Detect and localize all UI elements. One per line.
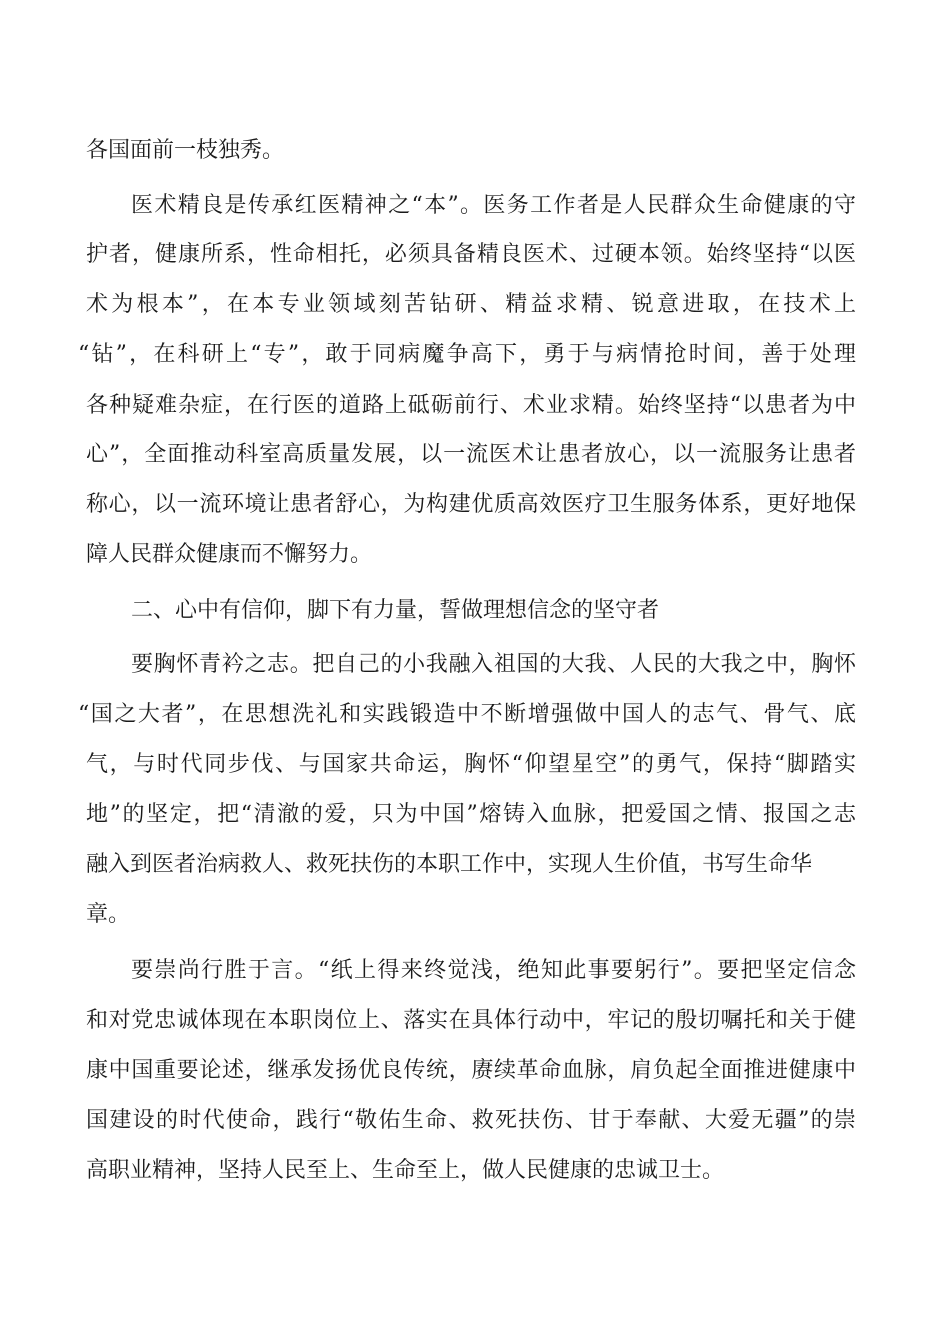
paragraph-line: 心”，全面推动科室高质量发展，以一流医术让患者放心，以一流服务让患者 [86,442,856,467]
paragraph-line: 术为根本”，在本专业领域刻苦钻研、精益求精、锐意进取，在技术上 [86,292,856,317]
paragraph-line: 康中国重要论述，继承发扬优良传统，赓续革命血脉，肩负起全面推进健康中 [86,1058,856,1083]
paragraph-line: 称心，以一流环境让患者舒心，为构建优质高效医疗卫生服务体系，更好地保 [86,492,856,517]
paragraph-line: 要崇尚行胜于言。“纸上得来终觉浅，绝知此事要躬行”。要把坚定信念 [131,958,856,983]
paragraph-line: 医术精良是传承红医精神之“本”。医务工作者是人民群众生命健康的守 [131,193,856,218]
paragraph-line: 国建设的时代使命，践行“敬佑生命、救死扶伤、甘于奉献、大爱无疆”的崇 [86,1108,856,1133]
paragraph-line: 护者，健康所系，性命相托，必须具备精良医术、过硬本领。始终坚持“以医 [86,242,856,267]
paragraph-line: 高职业精神，坚持人民至上、生命至上，做人民健康的忠诚卫士。 [86,1158,725,1183]
paragraph-line: 融入到医者治病救人、救死扶伤的本职工作中，实现人生价值，书写生命华 [86,852,813,877]
paragraph-line: 气，与时代同步伐、与国家共命运，胸怀“仰望星空”的勇气，保持“脚踏实 [86,752,856,777]
paragraph-line: 各种疑难杂症，在行医的道路上砥砺前行、术业求精。始终坚持“以患者为中 [86,393,856,418]
paragraph-line: 障人民群众健康而不懈努力。 [86,542,373,567]
paragraph-line: “国之大者”，在思想洗礼和实践锻造中不断增强做中国人的志气、骨气、底 [78,702,856,727]
paragraph-line: 要胸怀青衿之志。把自己的小我融入祖国的大我、人民的大我之中，胸怀 [131,652,856,677]
paragraph-line: 地”的坚定，把“清澈的爱，只为中国”熔铸入血脉，把爱国之情、报国之志 [86,802,856,827]
section-heading: 二、心中有信仰，脚下有力量，誓做理想信念的坚守者 [131,598,660,623]
paragraph-line: 和对党忠诚体现在本职岗位上、落实在具体行动中，牢记的殷切嘱托和关于健 [86,1008,856,1033]
paragraph-line: “钻”，在科研上“专”，敢于同病魔争高下，勇于与病情抢时间，善于处理 [78,342,856,367]
paragraph-line: 各国面前一枝独秀。 [86,138,285,163]
paragraph-line: 章。 [86,902,131,927]
